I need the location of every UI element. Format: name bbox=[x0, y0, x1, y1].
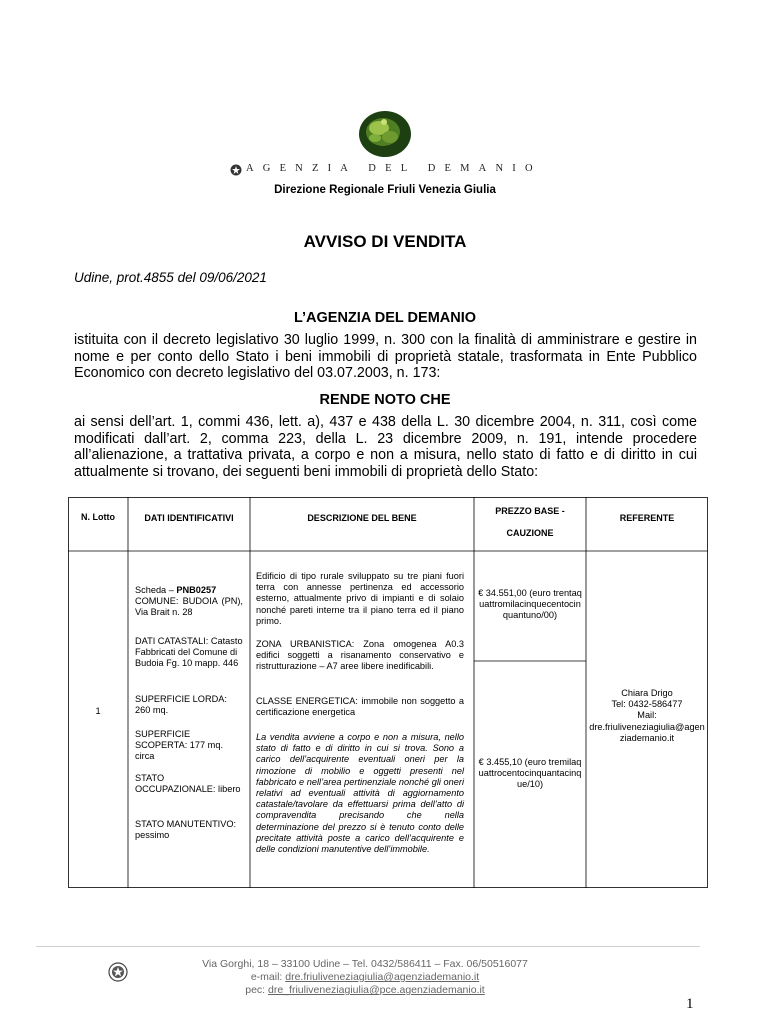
condizioni-vendita: La vendita avviene a corpo e non a misura, nello stato di fatto e di diritto in cui si trova. Sono a carico dell’acquirente eventuali oneri per la rimozione di mobilio e oggetti presenti nel fabbricato e nell’area pertinenziale nonché gli oneri relativi ad eventuali attività di aggiornamento catastale/tavolare da effettuarsi prima dell’atto di compravendita precisando che nella determinazione del prezzo si è tenuto conto delle precitate attività poste a carico dell’acquirente e delle condizioni manutentive dell’immobile. bbox=[256, 732, 464, 855]
referente-name: Chiara Drigo bbox=[621, 688, 673, 698]
header-lotto: N. Lotto bbox=[81, 512, 115, 522]
header-dati-identificativi: DATI IDENTIFICATIVI bbox=[144, 513, 234, 523]
intro-paragraph: istituita con il decreto legislativo 30 luglio 1999, n. 300 con la finalità di amministrare e gestire in nome e per conto dello Stato i beni immobili di proprietà statale, trasformata in Ente Pubblico Economico con decreto legislativo del 03.07.2003, n. 173: bbox=[74, 332, 697, 381]
footer-pec-line bbox=[140, 984, 590, 997]
superficie-lorda: SUPERFICIE LORDA: 260 mq. bbox=[135, 694, 227, 716]
scheda bbox=[135, 585, 243, 596]
agency-name-line bbox=[230, 163, 542, 179]
document-title: AVVISO DI VENDITA bbox=[303, 232, 467, 251]
notice-paragraph: ai sensi dell’art. 1, commi 436, lett. a), 437 e 438 della L. 30 dicembre 2004, n. 311, così come modificati dall’art. 2, comma 223, della L. 23 dicembre 2009, n. 191, intende procedere all’alienazione, a trattativa privata, a corpo e non a misura, nello stato di fatto e di diritto in cui attualmente si trovano, dei seguenti beni immobili di proprietà dello Stato: bbox=[74, 414, 697, 480]
footer-divider bbox=[36, 946, 700, 947]
lots-table bbox=[68, 497, 708, 888]
footer-email-label: e-mail: bbox=[250, 971, 286, 983]
republic-emblem-icon bbox=[108, 962, 128, 982]
comune: COMUNE: BUDOIA (PN), Via Brait n. 28 bbox=[135, 596, 243, 618]
agency-name: AGENZIA DEL DEMANIO bbox=[246, 163, 542, 174]
republic-seal-icon bbox=[230, 164, 242, 176]
referente-phone: Tel: 0432-586477 bbox=[611, 699, 683, 710]
referente-mail-label: Mail: bbox=[637, 710, 657, 721]
stato-manutentivo: STATO MANUTENTIVO: pessimo bbox=[135, 819, 237, 841]
footer-address: Via Gorghi, 18 – 33100 Udine – Tel. 0432/586411 – Fax. 06/50516077 bbox=[202, 958, 528, 970]
scheda-code: PNB0257 bbox=[176, 585, 217, 595]
cauzione-value: € 3.455,10 (euro tremilaquattrocentocinquantacinque/10) bbox=[478, 757, 582, 790]
scheda-prefix: Scheda – bbox=[135, 585, 177, 595]
page-number: 1 bbox=[686, 996, 694, 1012]
referente-email[interactable]: dre.friuliveneziagiulia@agenziademanio.it bbox=[589, 721, 705, 743]
footer-email-line bbox=[140, 971, 590, 984]
stato-occupazionale: STATO OCCUPAZIONALE: libero bbox=[135, 773, 241, 795]
footer-email-link[interactable]: dre.friuliveneziagiulia@agenziademanio.it bbox=[285, 971, 480, 983]
dati-catastali: DATI CATASTALI: Catasto Fabbricati del Comune di Budoia Fg. 10 mapp. 446 bbox=[135, 636, 243, 669]
agency-heading: L’AGENZIA DEL DEMANIO bbox=[293, 310, 477, 326]
header-descrizione: DESCRIZIONE DEL BENE bbox=[307, 513, 417, 523]
rende-noto-heading: RENDE NOTO CHE bbox=[319, 392, 451, 408]
protocol-reference: Udine, prot.4855 del 09/06/2021 bbox=[74, 270, 267, 285]
prezzo-base-value: € 34.551,00 (euro trentaquattromilacinquecentocinquantuno/00) bbox=[478, 588, 582, 621]
footer-pec-link[interactable]: dre_friuliveneziagiulia@pce.agenziademanio.it bbox=[268, 984, 485, 996]
classe-energetica: CLASSE ENERGETICA: immobile non soggetto a certificazione energetica bbox=[256, 696, 464, 718]
agency-logo-icon bbox=[357, 108, 413, 158]
regional-directorate: Direzione Regionale Friuli Venezia Giulia bbox=[274, 184, 496, 196]
header-prezzo-base: PREZZO BASE - bbox=[495, 506, 565, 516]
lot-number: 1 bbox=[95, 706, 101, 716]
referente-contact bbox=[588, 688, 706, 744]
header-referente: REFERENTE bbox=[619, 513, 675, 523]
header-cauzione: CAUZIONE bbox=[506, 528, 554, 538]
zona-urbanistica: ZONA URBANISTICA: Zona omogenea A0.3 edifici soggetti a risanamento conservativo e ristrutturazione – A7 aree libere inedificabili. bbox=[256, 639, 464, 672]
superficie-scoperta: SUPERFICIE SCOPERTA: 177 mq. circa bbox=[135, 729, 223, 762]
footer-pec-label: pec: bbox=[245, 984, 269, 996]
descrizione-bene: Edificio di tipo rurale sviluppato su tre piani fuori terra con annesse pertinenza ed accessorio esterno, attualmente privo di impianti e di solaio nonché pareti interne tra il piano terra ed il piano primo. bbox=[256, 571, 464, 626]
footer bbox=[140, 958, 590, 997]
